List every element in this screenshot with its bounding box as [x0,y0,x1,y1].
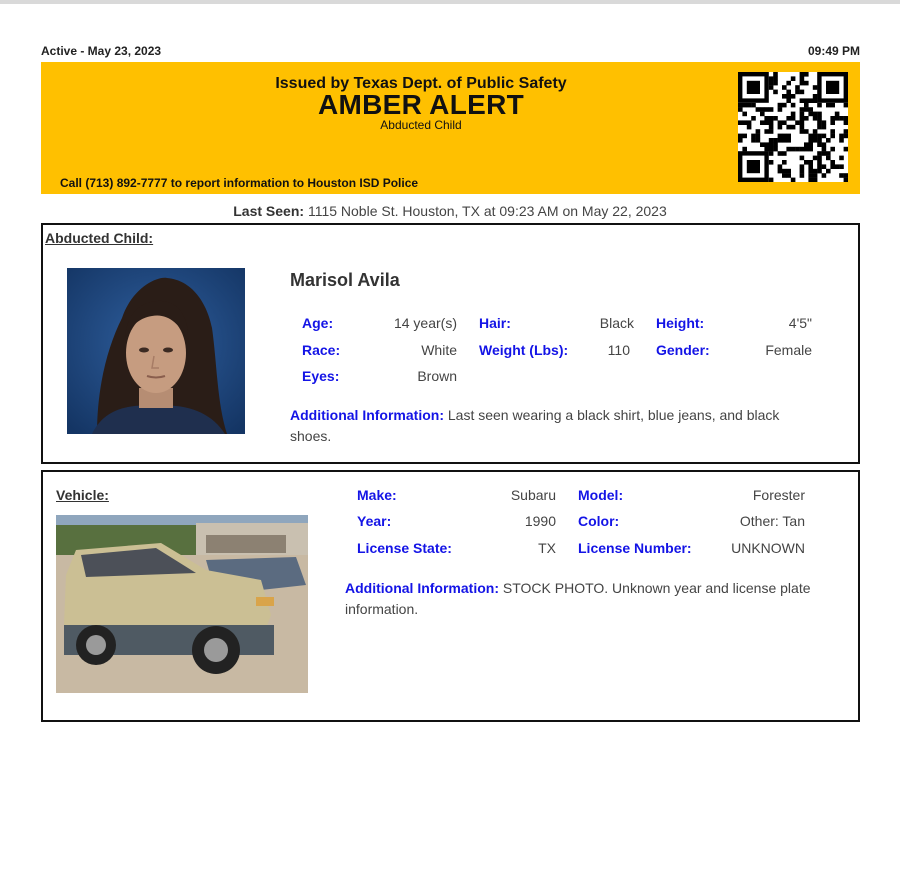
race-label: Race: [302,342,341,358]
gender-value: Female [765,342,812,358]
gender-label: Gender: [656,342,710,358]
weight-value: 110 [607,342,630,358]
hair-label: Hair: [479,315,511,331]
year-value: 1990 [524,513,556,529]
last-seen-text: 1115 Noble St. Houston, TX at 09:23 AM on May 22, 2023 [307,203,667,219]
eyes-value: Brown [417,368,457,384]
color-label: Color: [578,513,620,529]
model-label: Model: [578,487,624,503]
year-label: Year: [357,513,392,529]
vehicle-photo [56,515,308,693]
alert-title: AMBER ALERT [317,89,525,120]
child-additional-info [290,405,810,447]
issued-by: Issued by Texas Dept. of Public Safety [275,75,567,92]
age-label: Age: [302,315,334,331]
license-state-value: TX [538,540,556,556]
vehicle-section [41,470,860,722]
height-label: Height: [656,315,705,331]
vehicle-section-label: Vehicle: [56,487,109,503]
vehicle-additional-text: STOCK PHOTO. Unknown year and license plate information. [345,580,811,617]
qr-code-icon[interactable] [738,72,848,182]
vehicle-additional-label: Additional Information: [345,580,499,596]
last-seen-label: Last Seen: [233,203,305,219]
report-call-line: Call (713) 892-7777 to report information to Houston ISD Police [60,176,419,190]
license-number-value: UNKNOWN [731,540,805,556]
alert-banner [41,62,860,194]
height-value: 4'5" [788,315,812,331]
vehicle-additional-info [345,578,815,620]
abducted-child-section [41,223,860,464]
child-name: Marisol Avila [290,270,400,290]
model-value: Forester [752,487,805,503]
age-value: 14 year(s) [393,315,457,331]
child-additional-text: Last seen wearing a black shirt, blue jeans, and black shoes. [290,407,780,444]
license-state-label: License State: [357,540,452,556]
alert-subtitle: Abducted Child [380,118,462,132]
last-seen [0,203,900,219]
license-number-label: License Number: [578,540,692,556]
top-border [0,0,900,4]
child-section-label: Abducted Child: [45,230,154,246]
alert-time: 09:49 PM [807,44,860,58]
alert-status: Active - May 23, 2023 [41,44,162,58]
make-label: Make: [357,487,397,503]
child-photo [67,268,245,434]
make-value: Subaru [510,487,556,503]
color-value: Other: Tan [739,513,805,529]
hair-value: Black [599,315,634,331]
status-row [41,44,860,60]
race-value: White [421,342,457,358]
weight-label: Weight (Lbs): [479,342,569,358]
eyes-label: Eyes: [302,368,340,384]
child-additional-label: Additional Information: [290,407,444,423]
